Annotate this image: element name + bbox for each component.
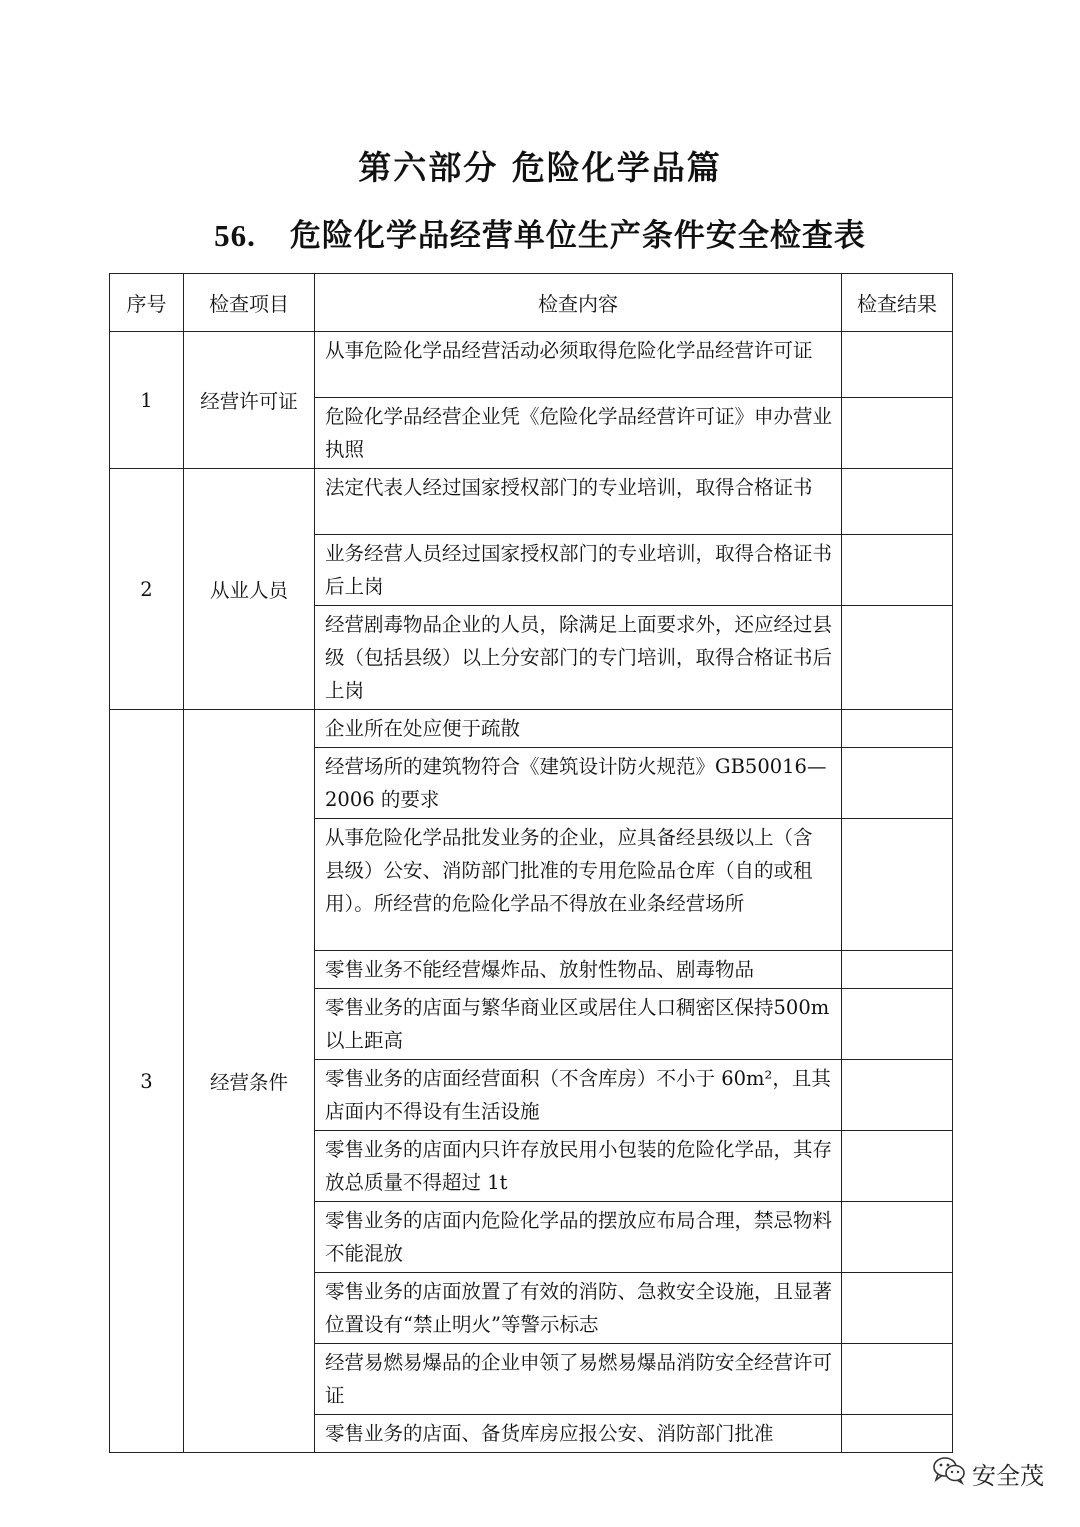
inspection-table: [109, 273, 953, 1453]
check-content: 经营易燃易爆品的企业申领了易燃易爆品消防安全经营许可证: [315, 1344, 842, 1415]
check-content: 零售业务的店面内只许存放民用小包装的危险化学品，其存放总质量不得超过 1t: [315, 1131, 842, 1202]
check-content: 经营剧毒物品企业的人员，除满足上面要求外，还应经过县级（包括县级）以上分安部门的专门培训，取得合格证书后上岗: [315, 606, 842, 710]
table-row: [110, 710, 953, 748]
watermark: [932, 1455, 1044, 1491]
watermark-text: 安全茂: [972, 1461, 1044, 1490]
check-content: 零售业务不能经营爆炸品、放射性物品、剧毒物品: [315, 951, 842, 989]
result-cell: [842, 535, 953, 606]
row-number: 1: [110, 332, 184, 469]
check-content: 企业所在处应便于疏散: [315, 710, 842, 748]
wechat-icon: [932, 1455, 972, 1491]
check-content: 零售业务的店面内危险化学品的摆放应布局合理，禁忌物料不能混放: [315, 1202, 842, 1273]
table-number: 56.: [214, 218, 256, 253]
part-title: 第六部分 危险化学品篇: [358, 148, 722, 187]
check-content: 业务经营人员经过国家授权部门的专业培训，取得合格证书后上岗: [315, 535, 842, 606]
result-cell: [842, 989, 953, 1060]
result-cell: [842, 469, 953, 535]
table-title-line: [0, 210, 1080, 255]
result-cell: [842, 1131, 953, 1202]
result-cell: [842, 1202, 953, 1273]
check-content: 法定代表人经过国家授权部门的专业培训，取得合格证书: [315, 469, 842, 535]
row-number: 3: [110, 710, 184, 1453]
check-content: 经营场所的建筑物符合《建筑设计防火规范》GB50016—2006 的要求: [315, 748, 842, 819]
check-content: 零售业务的店面、备货库房应报公安、消防部门批准: [315, 1415, 842, 1453]
check-content: 零售业务的店面经营面积（不含库房）不小于 60m²，且其店面内不得设有生活设施: [315, 1060, 842, 1131]
result-cell: [842, 1344, 953, 1415]
result-cell: [842, 710, 953, 748]
result-cell: [842, 819, 953, 951]
header-no: 序号: [110, 274, 184, 332]
check-content: 危险化学品经营企业凭《危险化学品经营许可证》申办营业执照: [315, 398, 842, 469]
result-cell: [842, 1060, 953, 1131]
table-row: [110, 469, 953, 535]
header-item: 检查项目: [184, 274, 315, 332]
result-cell: [842, 951, 953, 989]
table-title: 危险化学品经营单位生产条件安全检查表: [289, 218, 866, 254]
check-content: 零售业务的店面放置了有效的消防、急救安全设施，且显著位置设有“禁止明火”等警示标志: [315, 1273, 842, 1344]
result-cell: [842, 606, 953, 710]
header-result: 检查结果: [842, 274, 953, 332]
check-content: 从事危险化学品经营活动必须取得危险化学品经营许可证: [315, 332, 842, 398]
result-cell: [842, 1415, 953, 1453]
result-cell: [842, 332, 953, 398]
header-content: 检查内容: [315, 274, 842, 332]
check-content: 从事危险化学品批发业务的企业，应具备经县级以上（含 县级）公安、消防部门批准的专用危险品仓库（自的或租用）。所经营的危险化学品不得放在业条经营场所: [315, 819, 842, 951]
result-cell: [842, 398, 953, 469]
result-cell: [842, 1273, 953, 1344]
check-content: 零售业务的店面与繁华商业区或居住人口稠密区保持500m 以上距高: [315, 989, 842, 1060]
table-row: [110, 332, 953, 398]
header-row: [110, 274, 953, 332]
check-item: 经营许可证: [184, 332, 315, 469]
check-item: 经营条件: [184, 710, 315, 1453]
result-cell: [842, 748, 953, 819]
row-number: 2: [110, 469, 184, 710]
check-item: 从业人员: [184, 469, 315, 710]
